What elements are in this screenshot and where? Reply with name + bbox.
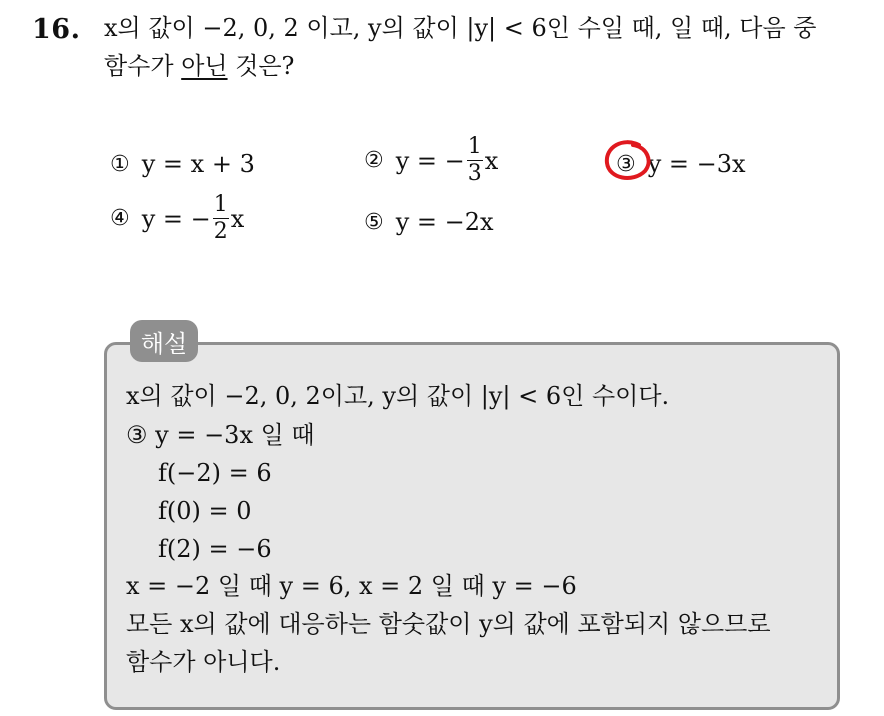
choice-number: ① — [110, 151, 130, 177]
choice-expression-prefix: y = − — [141, 204, 211, 233]
fraction — [213, 193, 229, 244]
choice-number: ③ — [616, 151, 636, 177]
solution-line-4: f(0) = 0 — [158, 497, 252, 525]
answer-circle-mark — [603, 139, 651, 183]
choice-expression: y = x + 3 — [141, 150, 255, 178]
choice-2[interactable] — [364, 135, 498, 186]
question-text-prefix: 함수가 — [104, 52, 182, 80]
choice-expression: y = −3x — [647, 150, 746, 178]
solution-line-5: f(2) = −6 — [158, 535, 272, 563]
solution-label: 해설 — [130, 320, 198, 362]
choice-expression-prefix: y = − — [395, 146, 465, 175]
choice-1[interactable] — [110, 150, 255, 178]
choice-number: ④ — [110, 206, 130, 231]
solution-line-7: 모든 x의 값에 대응하는 함숫값이 y의 값에 포함되지 않으므로 — [126, 610, 771, 638]
question-text-suffix: 것은? — [227, 52, 295, 80]
underlined-word: 아닌 — [181, 52, 228, 80]
question-text-line2 — [104, 49, 294, 83]
choice-expression-suffix: x — [230, 204, 245, 233]
solution-line-3: f(−2) = 6 — [158, 459, 272, 487]
choice-expression: y = −2x — [395, 208, 494, 236]
choice-5[interactable] — [364, 208, 494, 236]
choice-expression-suffix: x — [484, 146, 499, 175]
choice-number: ⑤ — [364, 209, 384, 235]
solution-line-8: 함수가 아니다. — [126, 648, 281, 676]
choice-number: ② — [364, 148, 384, 173]
solution-line-6: x = −2 일 때 y = 6, x = 2 일 때 y = −6 — [126, 572, 577, 600]
fraction-numerator: 1 — [467, 134, 482, 159]
question-text-line1: x의 값이 −2, 0, 2 이고, y의 값이 |y| < 6인 수일 때, 일 때, 다음 중 — [104, 14, 817, 42]
fraction-numerator: 1 — [213, 192, 228, 217]
solution-line-1: x의 값이 −2, 0, 2이고, y의 값이 |y| < 6인 수이다. — [126, 382, 670, 410]
question-number: 16. — [32, 14, 81, 45]
solution-line-2: ③ y = −3x 일 때 — [126, 421, 315, 449]
fraction-denominator: 2 — [213, 219, 228, 244]
answer-circle-stroke — [607, 142, 649, 178]
choice-4[interactable] — [110, 193, 244, 244]
fraction — [467, 135, 483, 186]
fraction-denominator: 3 — [467, 161, 482, 186]
